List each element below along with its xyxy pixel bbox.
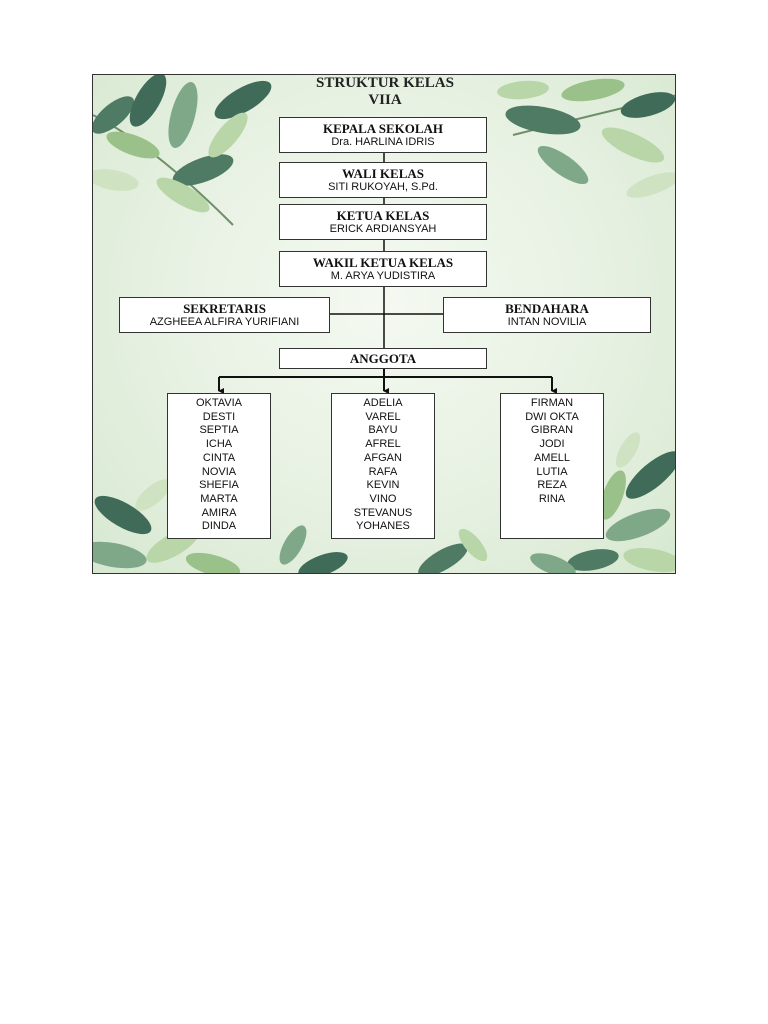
member-name: RAFA (368, 465, 398, 478)
kepala-sekolah-role: KEPALA SEKOLAH (322, 121, 444, 136)
member-name: SHEFIA (199, 479, 239, 492)
member-name: BAYU (368, 424, 398, 437)
member-name: FIRMAN (530, 397, 574, 409)
ketua-kelas-role: KETUA KELAS (336, 208, 430, 223)
kepala-sekolah-box (279, 117, 487, 153)
sekretaris-name: AZGHEEA ALFIRA YURIFIANI (149, 316, 300, 328)
member-name: AMELL (533, 451, 571, 464)
member-group-2 (331, 393, 435, 539)
member-name: ADELIA (363, 397, 403, 409)
member-name: AFREL (365, 438, 401, 451)
member-name: REZA (537, 479, 567, 492)
member-name: VINO (369, 492, 397, 505)
chart-title-line2: VIIA (368, 92, 402, 108)
member-name: GIBRAN (530, 424, 574, 437)
wali-kelas-name: SITI RUKOYAH, S.Pd. (328, 181, 438, 193)
member-name: OKTAVIA (195, 397, 243, 409)
bendahara-box (443, 297, 651, 333)
member-group-3 (500, 393, 604, 539)
member-name: MARTA (200, 492, 238, 505)
member-list-2 (332, 397, 434, 534)
member-name: DESTI (202, 410, 236, 423)
wali-kelas-role: WALI KELAS (342, 166, 424, 181)
member-name: DWI OKTA (525, 410, 579, 423)
member-name: AMIRA (201, 506, 237, 519)
anggota-role: ANGGOTA (349, 351, 417, 366)
wali-kelas-box (279, 162, 487, 198)
member-name: NOVIA (201, 465, 237, 478)
wakil-ketua-name: M. ARYA YUDISTIRA (330, 270, 436, 282)
member-name: VAREL (365, 410, 401, 423)
member-name: AFGAN (364, 451, 402, 464)
sekretaris-box (119, 297, 330, 333)
member-list-3 (501, 397, 603, 507)
chart-title-line1: STRUKTUR KELAS (316, 75, 454, 91)
member-name: SEPTIA (199, 424, 239, 437)
member-name: JODI (539, 438, 565, 451)
wakil-ketua-box (279, 251, 487, 287)
kepala-sekolah-name: Dra. HARLINA IDRIS (331, 136, 435, 148)
member-name: RINA (538, 492, 566, 505)
chart-title (93, 75, 676, 109)
member-name: ICHA (205, 438, 233, 451)
sekretaris-role: SEKRETARIS (183, 301, 266, 316)
member-name: KEVIN (366, 479, 400, 492)
member-name: STEVANUS (353, 506, 413, 519)
bendahara-role: BENDAHARA (505, 301, 589, 316)
member-name: YOHANES (356, 520, 410, 533)
member-name: DINDA (201, 520, 237, 533)
bendahara-name: INTAN NOVILIA (507, 316, 587, 328)
org-chart (92, 74, 676, 574)
member-group-1 (167, 393, 271, 539)
member-name: LUTIA (536, 465, 568, 478)
ketua-kelas-box (279, 204, 487, 240)
wakil-ketua-role: WAKIL KETUA KELAS (312, 255, 454, 270)
member-name: CINTA (202, 451, 236, 464)
member-list-1 (168, 397, 270, 534)
anggota-box (279, 348, 487, 369)
ketua-kelas-name: ERICK ARDIANSYAH (329, 223, 437, 235)
